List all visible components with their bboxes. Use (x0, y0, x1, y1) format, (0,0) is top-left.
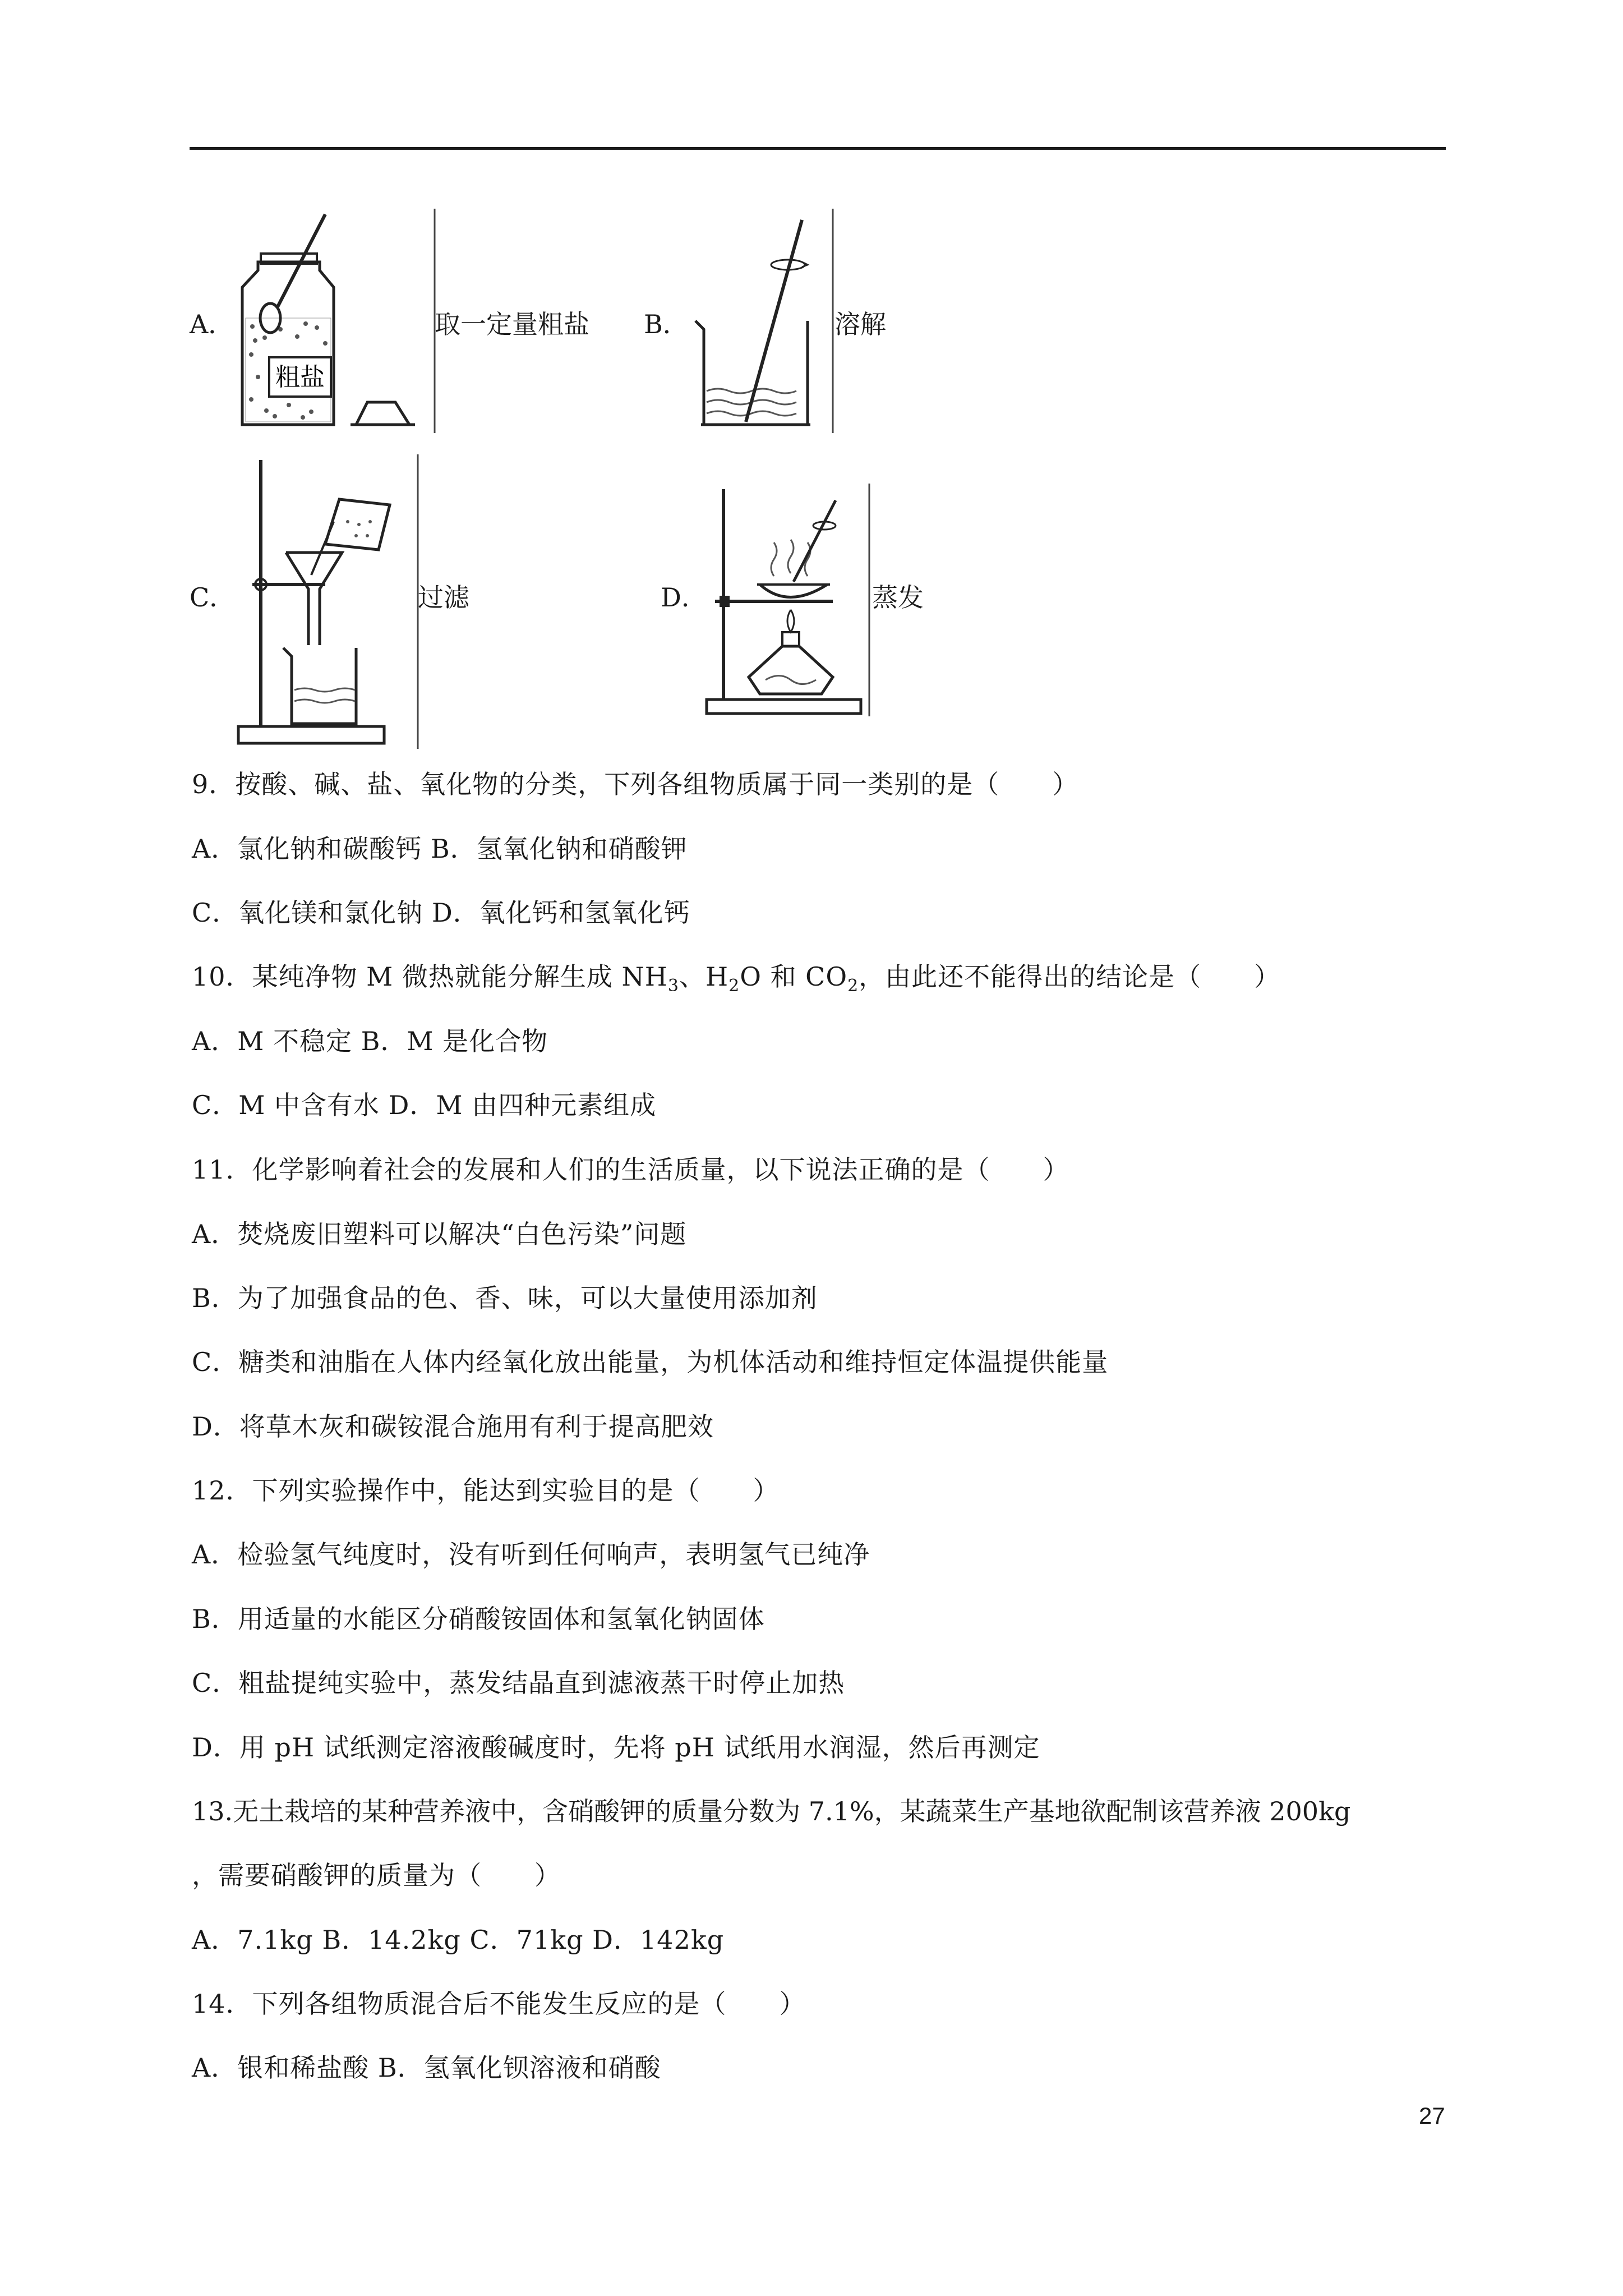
q12-option-d: D．用 pH 试纸测定溶液酸碱度时，先将 pH 试纸用水润湿，然后再测定 (192, 1732, 1040, 1763)
q11-option-a: A．焚烧废旧塑料可以解决“白色污染”问题 (192, 1219, 687, 1249)
header-rule (190, 147, 1446, 150)
q11-option-d: D．将草木灰和碳铵混合施用有利于提高肥效 (192, 1411, 714, 1442)
q9-options-1: A．氯化钠和碳酸钙 B．氢氧化钠和硝酸钾 (192, 834, 688, 864)
page-number: 27 (1419, 2102, 1445, 2129)
jar-label-text: 粗盐 (275, 363, 325, 392)
q14-options-1: A．银和稀盐酸 B．氢氧化钡溶液和硝酸 (192, 2053, 661, 2083)
figure-d-caption: 蒸发 (872, 582, 924, 613)
q13-stem-line2: ，需要硝酸钾的质量为（ ） (192, 1860, 561, 1890)
figure-d-letter: D． (661, 582, 707, 613)
figure-b-caption: 溶解 (834, 309, 886, 339)
q11-stem: 11．化学影响着社会的发展和人们的生活质量，以下说法正确的是（ ） (192, 1154, 1069, 1185)
q11-option-c: C．糖类和油脂在人体内经氧化放出能量，为机体活动和维持恒定体温提供能量 (192, 1347, 1109, 1377)
figure-b-beaker-illustration (684, 209, 836, 433)
figure-a-caption: 取一定量粗盐 (435, 309, 589, 339)
q11-option-b: B．为了加强食品的色、香、味，可以大量使用添加剂 (192, 1283, 818, 1313)
q10-options-2: C．M 中含有水 D．M 由四种元素组成 (192, 1090, 657, 1120)
q13-stem-line1: 13.无土栽培的某种营养液中，含硝酸钾的质量分数为 7.1%，某蔬菜生产基地欲配制该营养液 200kg (192, 1796, 1351, 1826)
figure-a-jar-illustration (236, 209, 437, 433)
q12-option-a: A．检验氢气纯度时，没有听到任何响声，表明氢气已纯净 (192, 1539, 870, 1570)
figure-b-letter: B． (644, 309, 689, 339)
q14-stem: 14．下列各组物质混合后不能发生反应的是（ ） (192, 1989, 806, 2019)
figure-d-evaporation-illustration (704, 484, 872, 716)
q12-stem: 12．下列实验操作中，能达到实验目的是（ ） (192, 1475, 780, 1506)
figure-c-caption: 过滤 (418, 582, 469, 613)
figure-a-letter: A． (190, 309, 234, 339)
q12-option-b: B．用适量的水能区分硝酸铵固体和氢氧化钠固体 (192, 1604, 765, 1634)
q12-option-c: C．粗盐提纯实验中，蒸发结晶直到滤液蒸干时停止加热 (192, 1668, 845, 1698)
q9-options-2: C．氧化镁和氯化钠 D．氧化钙和氢氧化钙 (192, 898, 690, 928)
q13-options: A．7.1kg B．14.2kg C．71kg D．142kg (192, 1925, 725, 1955)
figure-c-letter: C． (190, 582, 236, 613)
q9-stem: 9．按酸、碱、盐、氧化物的分类，下列各组物质属于同一类别的是（ ） (192, 769, 1079, 799)
q10-stem: 10．某纯净物 M 微热就能分解生成 $NH_3$、$H_2O$ 和 $CO_2$，由此还不能得出的结论是（ ） (192, 961, 1281, 996)
q10-options-1: A．M 不稳定 B．M 是化合物 (192, 1026, 548, 1056)
figure-c-filtration-illustration (236, 454, 421, 749)
